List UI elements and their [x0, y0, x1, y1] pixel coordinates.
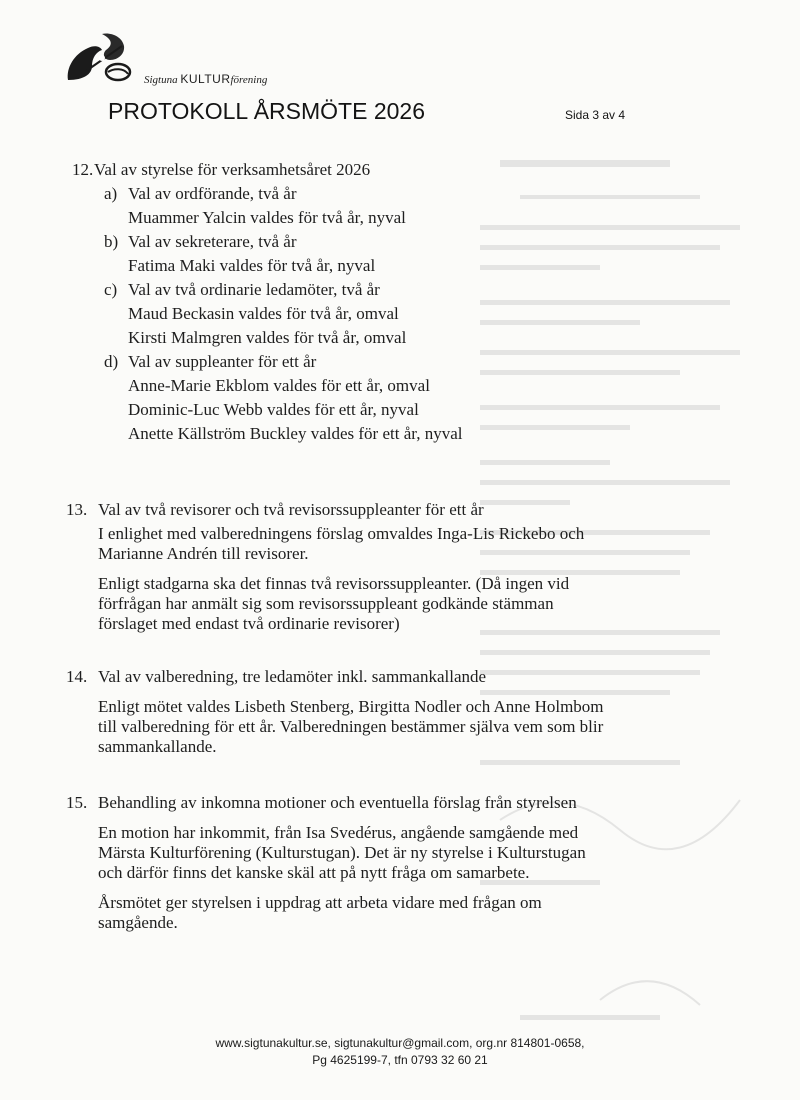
page-number: Sida 3 av 4	[565, 108, 626, 122]
election-result: Fatima Maki valdes för två år, nyval	[128, 256, 376, 275]
item-paragraph: Enligt stadgarna ska det finnas två revisorssuppleanter. (Då ingen vid förfrågan har anmält sig som revisorssuppleant godkände stämman förslaget med endast två ordinarie revisorer)	[98, 574, 570, 633]
sub-item-heading: Val av två ordinarie ledamöter, två år	[128, 280, 380, 299]
sub-item-heading: Val av suppleanter för ett år	[128, 352, 317, 371]
item-heading: Val av styrelse för verksamhetsåret 2026	[94, 160, 371, 179]
item-paragraph: Enligt mötet valdes Lisbeth Stenberg, Birgitta Nodler och Anne Holmbom till valberedning för ett år. Valberedningen bestämmer själva vem som blir sammankallande.	[98, 697, 604, 756]
item-number: 15.	[66, 793, 88, 812]
association-logo	[62, 28, 142, 88]
election-result: Kirsti Malmgren valdes för två år, omval	[128, 328, 407, 347]
election-result: Anette Källström Buckley valdes för ett år, nyval	[128, 424, 463, 443]
item-heading: Val av två revisorer och två revisorssuppleanter för ett år	[98, 500, 484, 519]
document-title: PROTOKOLL ÅRSMÖTE 2026	[108, 98, 426, 124]
agenda-item-13	[66, 500, 606, 634]
logo-mid: KULTUR	[180, 72, 231, 86]
sub-item-letter: d)	[104, 352, 119, 371]
item-number: 12.	[72, 160, 94, 179]
sub-item-heading: Val av ordförande, två år	[128, 184, 297, 203]
logo-wordmark	[144, 72, 267, 86]
item-number: 13.	[66, 500, 88, 519]
sub-item-letter: c)	[104, 280, 118, 299]
item-paragraph: I enlighet med valberedningens förslag omvaldes Inga-Lis Rickebo och Marianne Andrén till revisorer.	[98, 524, 585, 563]
item-heading: Val av valberedning, tre ledamöter inkl. sammankallande	[98, 667, 487, 686]
agenda-item-15	[66, 793, 606, 933]
election-result: Muammer Yalcin valdes för två år, nyval	[128, 208, 406, 227]
item-paragraph: En motion har inkommit, från Isa Svedérus, angående samgående med Märsta Kulturförening (Kulturstugan). Det är ny styrelse i Kulturstugan och därför finns det kanske skäl att på nytt fråga om samarbete.	[98, 823, 586, 882]
sub-item-letter: b)	[104, 232, 119, 251]
agenda-item-14	[66, 667, 606, 757]
item-paragraph: Årsmötet ger styrelsen i uppdrag att arbeta vidare med frågan om samgående.	[98, 893, 542, 932]
agenda-item-12	[72, 160, 692, 448]
election-result: Anne-Marie Ekblom valdes för ett år, omval	[128, 376, 430, 395]
sub-item-heading: Val av sekreterare, två år	[128, 232, 297, 251]
item-number: 14.	[66, 667, 88, 686]
item-heading: Behandling av inkomna motioner och eventuella förslag från styrelsen	[98, 793, 577, 812]
page-footer	[0, 1035, 800, 1069]
election-result: Dominic-Luc Webb valdes för ett år, nyval	[128, 400, 419, 419]
sub-item-letter: a)	[104, 184, 118, 203]
logo-prefix: Sigtuna	[144, 74, 178, 86]
footer-contact-line: www.sigtunakultur.se, sigtunakultur@gmail.com, org.nr 814801-0658,	[215, 1036, 585, 1050]
logo-suffix: förening	[230, 74, 268, 86]
election-result: Maud Beckasin valdes för två år, omval	[128, 304, 399, 323]
footer-contact-line: Pg 4625199-7, tfn 0793 32 60 21	[312, 1053, 488, 1067]
